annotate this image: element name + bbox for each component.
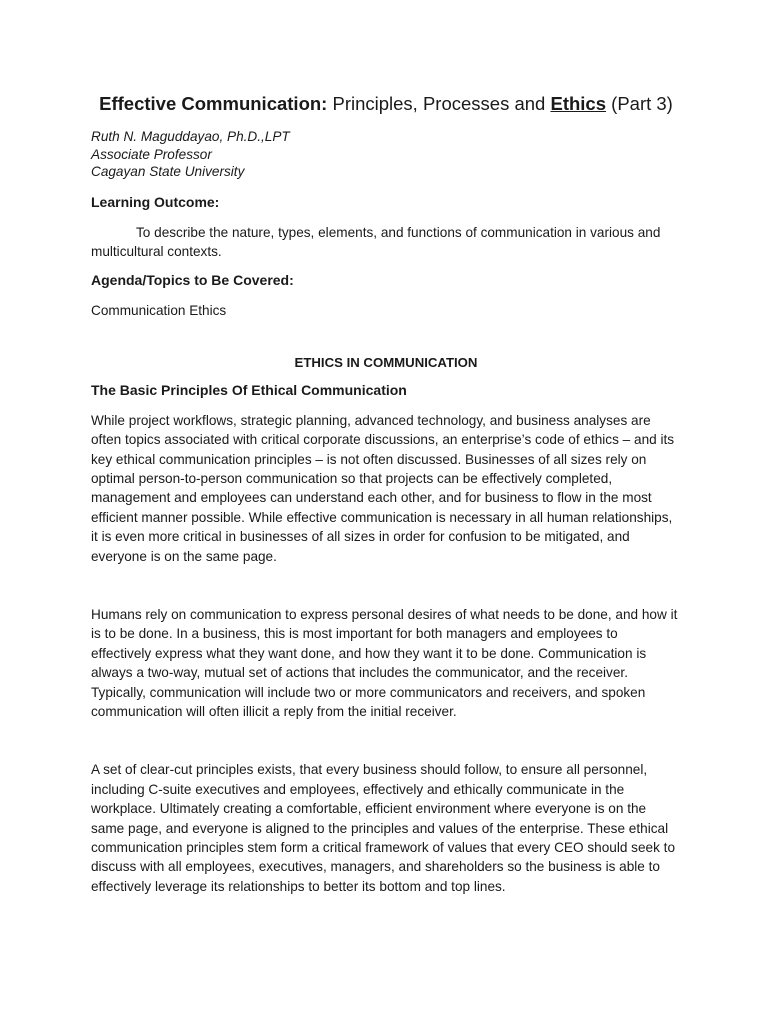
- subheading: The Basic Principles Of Ethical Communication: [91, 381, 407, 398]
- author-block: [91, 128, 681, 181]
- author-institution: Cagayan State University: [91, 164, 245, 179]
- agenda-heading: Agenda/Topics to Be Covered:: [91, 272, 294, 289]
- learning-outcome-heading: Learning Outcome:: [91, 193, 220, 210]
- author-position: Associate Professor: [91, 146, 212, 162]
- author-name: Ruth N. Maguddayao, Ph.D.,LPT: [91, 129, 290, 144]
- agenda-text: Communication Ethics: [91, 303, 227, 319]
- paragraph-1: While project workflows, strategic planning, advanced technology, and business analyses are often topics associated with critical corporate discussions, an enterprise’s code of ethics – and its key ethical communication principles – is not often discussed. Businesses of all sizes rely on optimal person-to-person communication so that projects can be effectively completed, management and employees can understand each other, and for business to flow in the most efficient manner possible. While effective communication is necessary in all human relationships, it is even more critical in businesses of all sizes in order for confusion to be mitigated, and everyone is on the same page.: [91, 412, 675, 564]
- learning-outcome-text: To describe the nature, types, elements, and functions of communication in various and multicultural contexts.: [91, 224, 661, 259]
- title-suffix: (Part 3): [606, 93, 673, 114]
- title-bold-part: Effective Communication:: [99, 93, 328, 114]
- document-title: [91, 92, 681, 116]
- section-heading: ETHICS IN COMMUNICATION: [294, 354, 478, 370]
- paragraph-2: Humans rely on communication to express personal desires of what needs to be done, and how it is to be done. In a business, this is most important for both managers and employees to effectively express what they want done, and how they want it to be done. Communication is always a two-way, mutual set of actions that includes the communicator, and the receiver. Typically, communication will include two or more communicators and receivers, and spoken communication will often illicit a reply from the initial receiver.: [91, 606, 678, 719]
- title-normal-part: Principles, Processes and: [327, 93, 551, 114]
- paragraph-3: A set of clear-cut principles exists, that every business should follow, to ensure all personnel, including C-suite executives and employees, effectively and ethically communicate in the workplace. Ultimately creating a comfortable, efficient environment where everyone is on the same page, and everyone is aligned to the principles and values of the enterprise. These ethical communication principles stem form a critical framework of values that every CEO should seek to discuss with all employees, executives, managers, and shareholders so the business is able to effectively leverage its relationships to better its bottom and top lines.: [91, 762, 676, 894]
- title-ethics: Ethics: [550, 93, 607, 114]
- document-content: [91, 92, 681, 896]
